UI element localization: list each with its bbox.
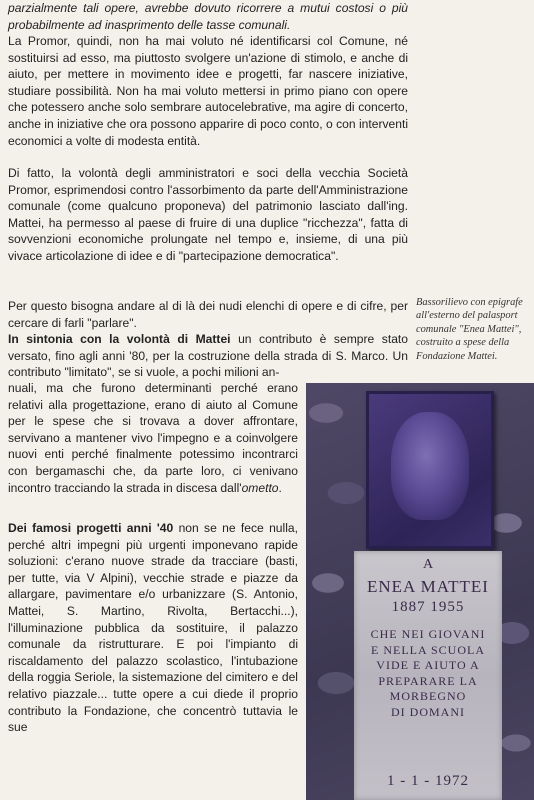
paragraph-body: un contributo è sempre stato versato, fino agli anni '80, per la costruzione della strada di S. Marco. Un contributo "limitato", se si vuole, a pochi milioni an-	[8, 332, 409, 380]
epigraph-dedication: A	[422, 557, 434, 572]
epigraph-text	[354, 627, 502, 720]
epigraph-date: 1 - 1 - 1972	[387, 773, 469, 789]
bronze-plaque	[366, 391, 494, 549]
paragraph-progetti	[8, 520, 298, 736]
paragraph-body: nuali, ma che furono determinanti perché erano relativi alla progettazione, erano di aiuto al Comune per le spese che si trovava a dover affrontare, servivano a mantener vivo l'impegno e a coinvolgere nuovi enti perché finalmente potessimo incontrarci con bergamaschi che, da parte loro, ci venivano incontro tracciando la strada in discesa dall'	[8, 381, 298, 495]
epigraph-line: VIDE E AIUTO A	[376, 658, 480, 672]
paragraph-elenchi: Per questo bisogna andare al di là dei nudi elenchi di opere e di cifre, per cercare di farli "parlare".	[8, 299, 408, 330]
paragraph-promor: La Promor, quindi, non ha mai voluto né identificarsi col Comune, né sostituirsi ad esso, ma piuttosto svolgere un'azione di stimolo, e anche di aiuto, per mettere in movimento idee e progetti, far nascere iniziative, studiare possibilità. Non ha mai voluto mettersi in primo piano con opere che potessero anche solo sembrare autocelebrative, ma agire di concerto, anche in iniziative che ora possono apparire di poco conto, o con interventi economici a volte di modesta entità.	[8, 34, 409, 148]
photo-caption: Bassorilievo con epigrafe all'esterno del palasport comunale "Enea Mattei", costruito a spese della Fondazione Mattei.	[416, 297, 523, 362]
epigraph-line: CHE NEI GIOVANI	[370, 627, 486, 641]
paragraph-lead: In sintonia con la volontà di Mattei	[8, 332, 231, 346]
epigraph-years: 1887 1955	[391, 599, 465, 615]
paragraph-volonta: Di fatto, la volontà degli amministratori e soci della vecchia Società Promor, esprimendosi contro l'assorbimento da parte dell'Amministrazione comunale (come qualcuno proponeva) del patrimonio lasciato dall'ing. Mattei, ha permesso al paese di fruire di una duplice "ricchezza", fatta di sovvenzioni economiche prolungate nel tempo e, insieme, di una più vivace articolazione di idee e di "partecipazione democratica".	[8, 166, 408, 263]
paragraph-lead: Dei famosi progetti anni '40	[8, 521, 174, 535]
epigraph-line: MORBEGNO	[389, 689, 467, 703]
portrait-relief	[391, 412, 469, 520]
photo-bas-relief	[306, 383, 534, 800]
paragraph-body: non se ne fece nulla, perché altri impegni più urgenti imponevano rapide soluzioni: c'erano nuove strade da tracciare (basti, per tutte, via V Alpini), vecchie strade e piazze da allargare, pavimentare e/o urbanizzare (S. Antonio, Mattei, S. Martino, Rivolta, Bertacchi...), l'illuminazione pubblica da sostituire, il palazzo comunale da ristrutturare. E poi l'impianto di riscaldamento del palazzo scolastico, l'intubazione della roggia Seriole, la sistemazione del cimitero e del relativo piazzale... tutte opere a cui diede il proprio contributo la Fondazione, che concentrò tuttavia le sue	[8, 521, 298, 735]
stone-epigraph	[354, 551, 502, 800]
paragraph-intro: parzialmente tali opere, avrebbe dovuto ricorrere a mutui costosi o più probabilmente ad inasprimento delle tasse comunali.	[8, 1, 408, 32]
paragraph-italic-word: ometto	[241, 480, 279, 495]
epigraph-line: PREPARARE LA	[378, 673, 478, 688]
epigraph-line: DI DOMANI	[391, 704, 465, 719]
paragraph-sintonia	[8, 331, 408, 381]
paragraph-tail: .	[278, 480, 282, 495]
paragraph-sintonia-cont	[8, 380, 298, 496]
epigraph-line: E NELLA SCUOLA	[371, 642, 485, 657]
epigraph-name: ENEA MATTEI	[367, 577, 489, 596]
